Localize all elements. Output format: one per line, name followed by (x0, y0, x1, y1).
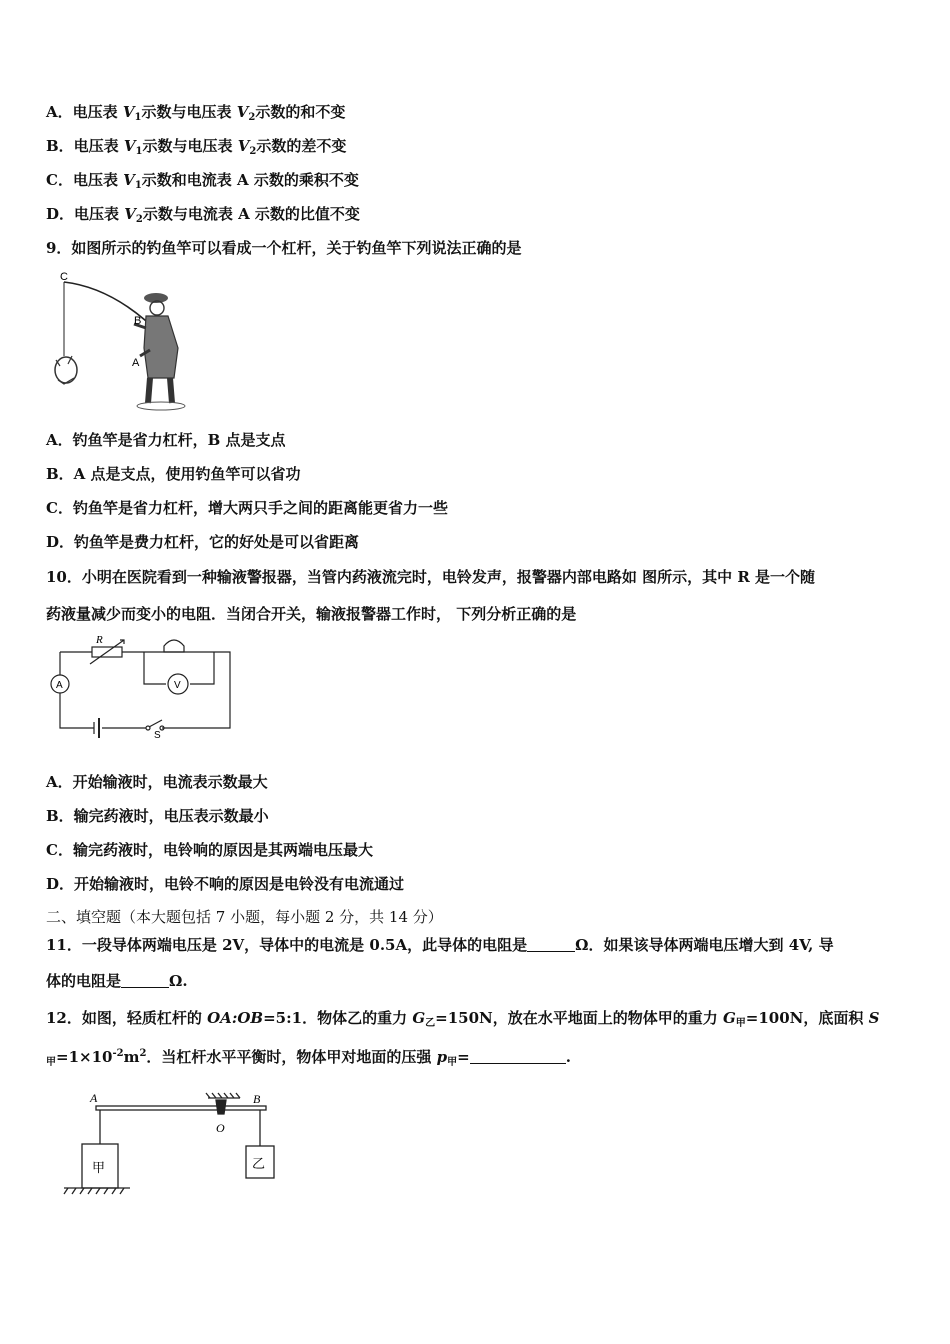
q8-option-b: B．电压表 $V_1$示数与电压表 $V_2$示数的差不变 (46, 137, 347, 157)
fishing-rod-figure (46, 268, 196, 418)
fig-label-switch: S (154, 730, 161, 741)
q10-stem-line1: 10．小明在医院看到一种输液警报器，当管内药液流完时，电铃发声，报警器内部电路如 图所示，其中 R 是一个随 (46, 568, 816, 586)
lever-figure (60, 1090, 280, 1200)
q8-option-a: A．电压表 $V_1$示数与电压表 $V_2$示数的和不变 (46, 103, 346, 123)
q9-option-d: D．钓鱼竿是费力杠杆，它的好处是可以省距离 (46, 533, 360, 551)
fig-label-a: A (132, 357, 140, 369)
fig-label-jia: 甲 (92, 1161, 106, 1176)
answer-blank (527, 937, 575, 952)
q11-line2: 体的电阻是 Ω. (46, 972, 188, 990)
q10-option-b: B．输完药液时，电压表示数最小 (46, 807, 269, 825)
q10-option-a: A．开始输液时，电流表示数最大 (46, 773, 268, 791)
q10-stem-line2: 药液量减少而变小的电阻．当闭合开关，输液报警器工作时， 下列分析正确的是 (46, 605, 577, 623)
fig-label-a: A (90, 1091, 98, 1105)
fig-label-yi: 乙 (252, 1157, 266, 1172)
q8-option-c: C．电压表 $V_1$示数和电流表 A 示数的乘积不变 (46, 171, 359, 191)
answer-blank (470, 1049, 566, 1064)
fig-label-voltmeter: V (174, 680, 181, 691)
q12-line2: $_甲=1\times 10^{-2}m^2$．当杠杆水平平衡时，物体甲对地面的压强 $p_甲=$ . (46, 1048, 571, 1068)
fig-label-ammeter: A (56, 680, 63, 691)
fig-label-r: R (96, 634, 103, 646)
q8-option-d: D．电压表 $V_2$示数与电流表 A 示数的比值不变 (46, 205, 360, 225)
q12-line1: 12．如图，轻质杠杆的 OA:OB=5:1．物体乙的重力 $G_乙=150N$，放在水平地面上的物体甲的重力 $G_甲=100N$，底面积 S (46, 1009, 880, 1029)
q10-option-d: D．开始输液时，电铃不响的原因是电铃没有电流通过 (46, 875, 405, 893)
q10-option-c: C．输完药液时，电铃响的原因是其两端电压最大 (46, 841, 373, 859)
q9-option-a: A．钓鱼竿是省力杠杆，B 点是支点 (46, 431, 286, 449)
fig-label-b: B (253, 1092, 261, 1106)
alarm-circuit-figure (46, 632, 241, 742)
answer-blank (121, 973, 169, 988)
fig-label-c: C (60, 271, 68, 283)
q11-line1: 11．一段导体两端电压是 2V，导体中的电流是 0.5A，此导体的电阻是 Ω．如果该导体两端电压增大到 4V, 导 (46, 936, 834, 954)
section-heading: 二、填空题（本大题包括 7 小题，每小题 2 分，共 14 分） (46, 908, 443, 926)
q9-stem: 9．如图所示的钓鱼竿可以看成一个杠杆，关于钓鱼竿下列说法正确的是 (46, 239, 522, 257)
fig-label-b: B (134, 315, 142, 327)
q9-option-c: C．钓鱼竿是省力杠杆，增大两只手之间的距离能更省力一些 (46, 499, 448, 517)
fig-label-o: O (216, 1121, 225, 1135)
q9-option-b: B．A 点是支点，使用钓鱼竿可以省功 (46, 465, 301, 483)
